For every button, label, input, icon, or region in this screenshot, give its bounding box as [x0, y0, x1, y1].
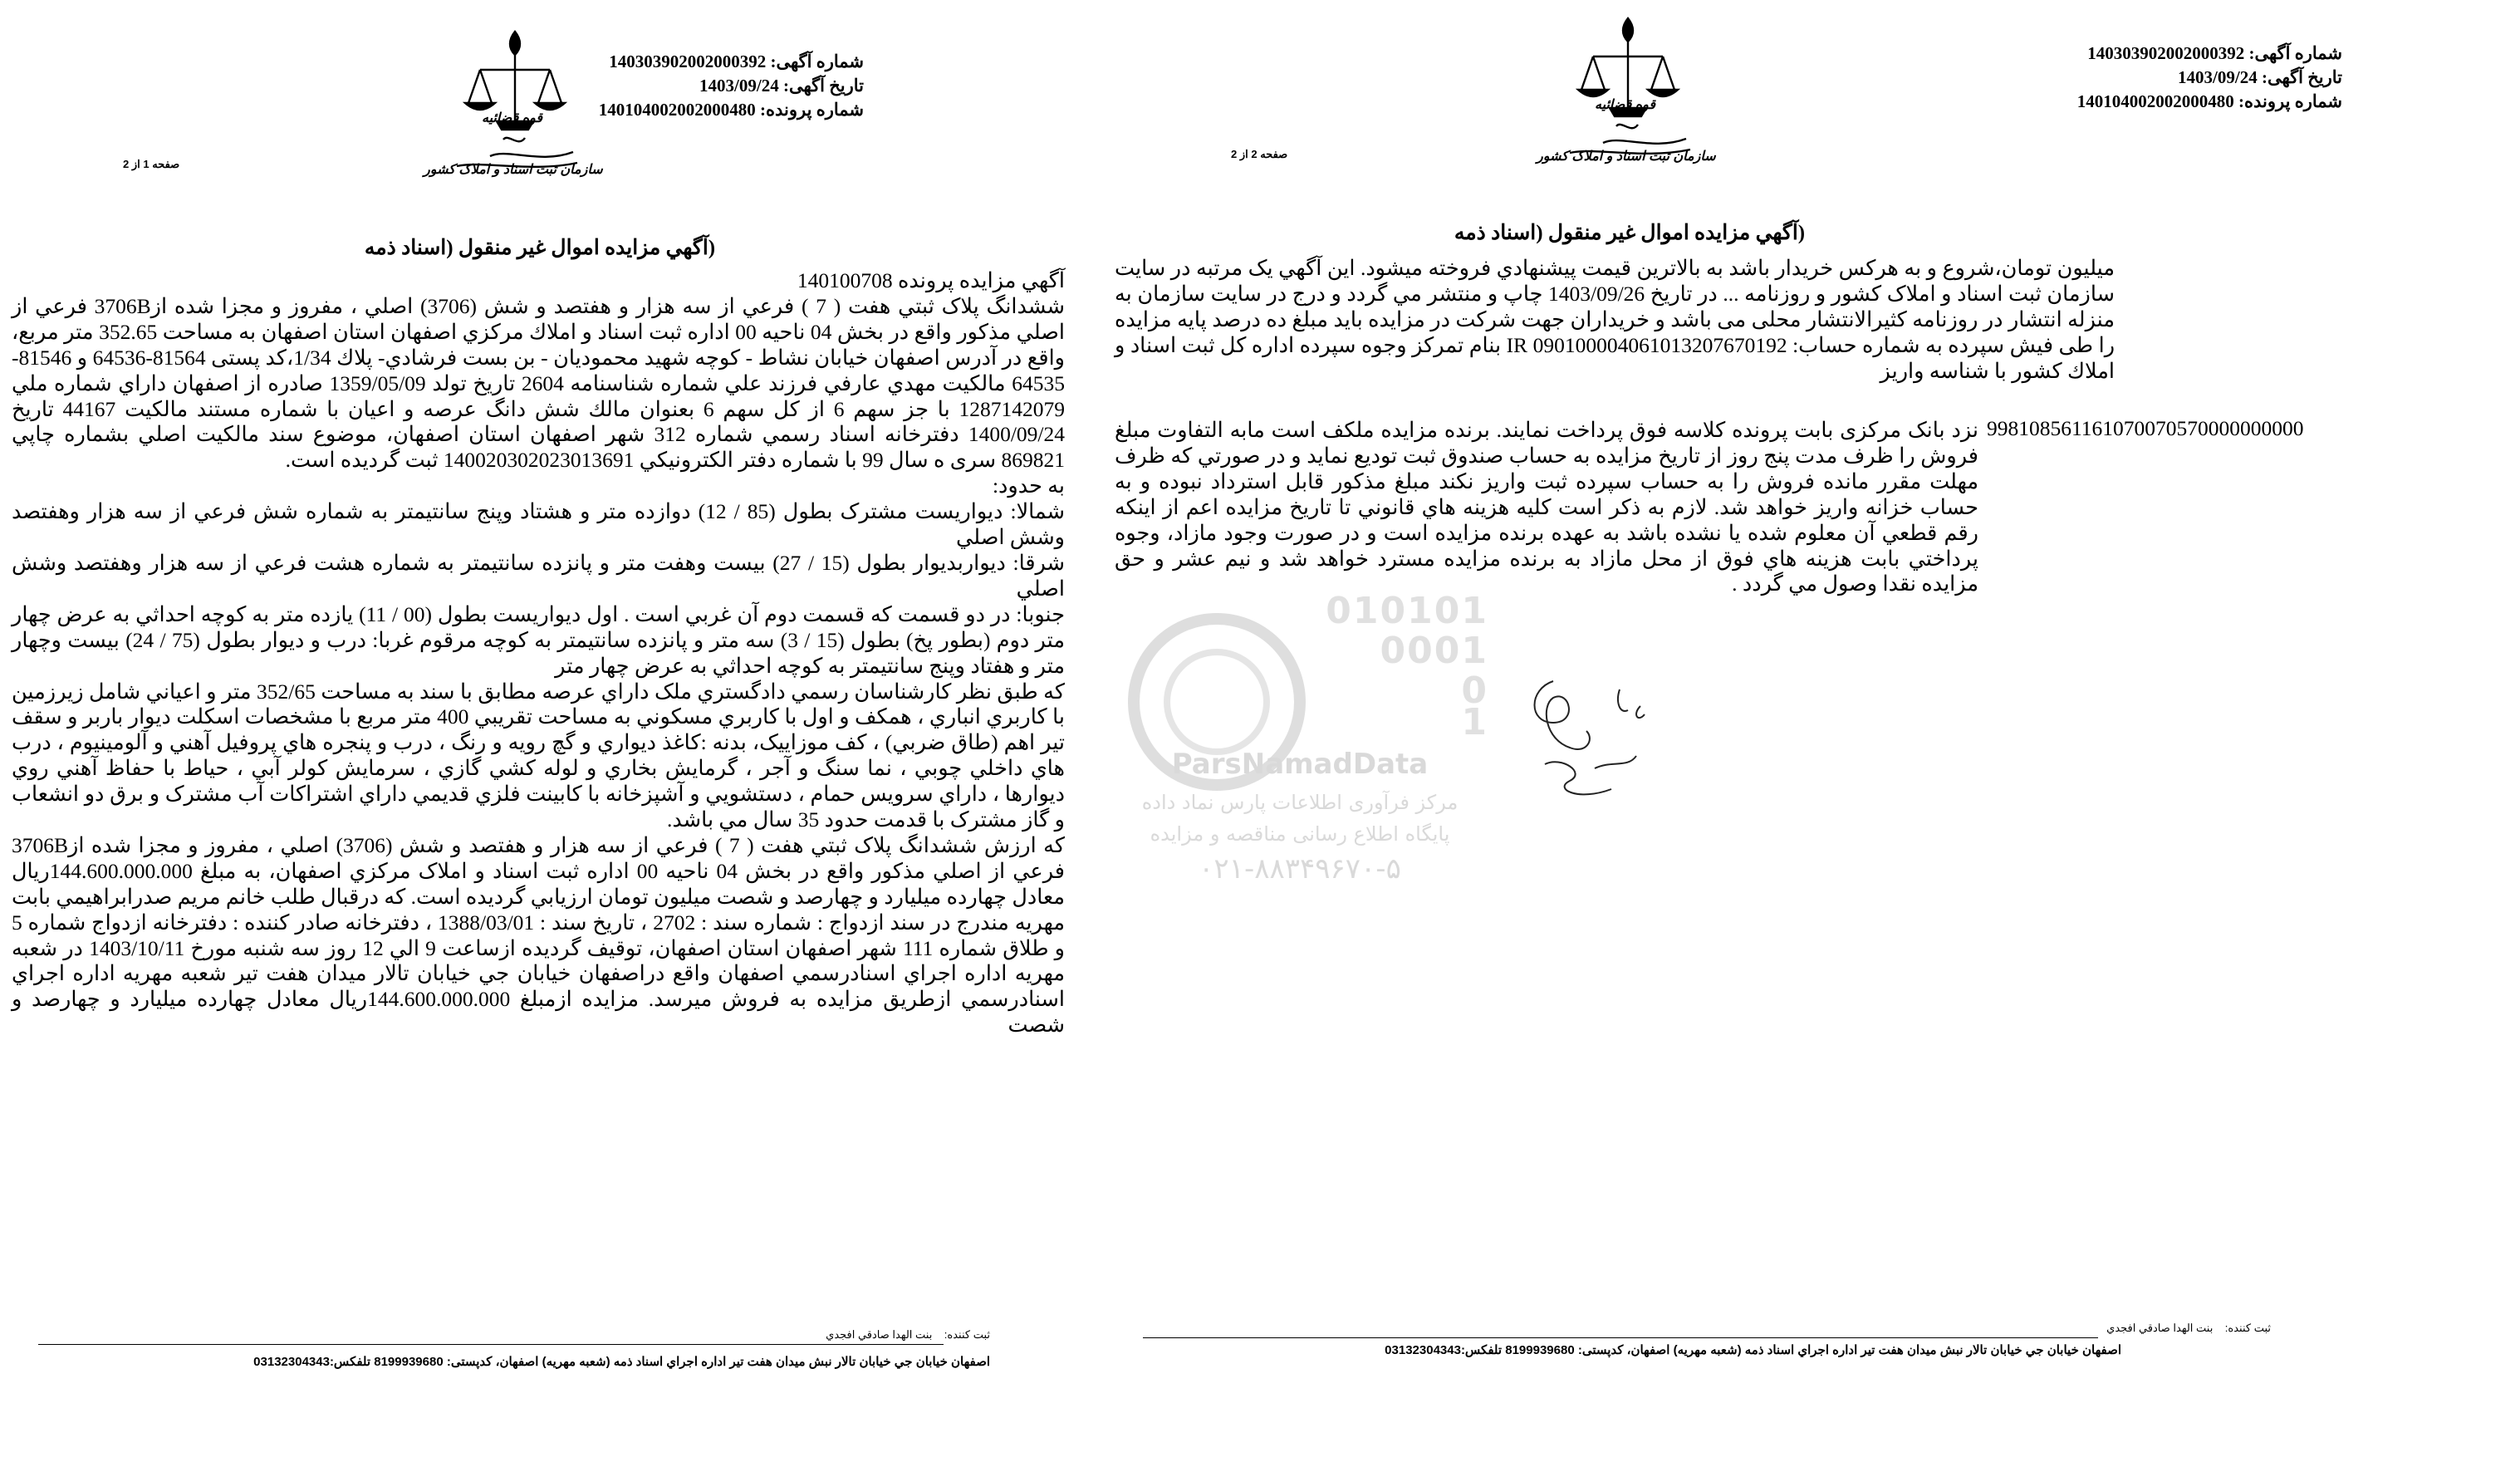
- watermark-phone: ۰۲۱-۸۸۳۴۹۶۷۰-۵: [1199, 852, 1401, 885]
- paragraph: آگهي مزايده پرونده 140100708: [797, 268, 1065, 292]
- notice-date-label: تاریخ آگهی:: [782, 76, 864, 96]
- notice-number-label: شماره آگهی:: [2248, 43, 2342, 63]
- registrar-name: بنت الهدا صادقي افجدي: [2106, 1322, 2214, 1334]
- paragraph: كه ارزش ششدانگ پلاک ثبتي هفت ( 7 ) فرعي از سه هزار و هفتصد و شش (3706) اصلي ، مفروز و مجزا شده از3706B فرعي از اصلي مذكور واقع در بخش 04 ناحيه 00 اداره ثبت اسناد و املاک مرکزي اصفهان، به مبلغ 144.600.000.000ريال معادل چهارده ميليارد و چهارصد و شصت ميليون تومان ارزيابي گرديده است. كه درقبال طلب خانم مريم صدرابراهيمي بابت مهريه مندرج در سند ازدواج : شماره سند : 2702 ، تاريخ سند : 1388/03/01 ، دفترخانه صادر كننده : دفترخانه ازدواج شماره 5 و طلاق شماره 111 شهر اصفهان استان اصفهان، توقيف گرديده ازساعت 9 الي 12 روز سه شنبه مورخ 1403/10/11 در شعبه مهريه اداره اجراي اسنادرسمي اصفهان واقع دراصفهان خيابان جي خيابان تالار ميدان هفت تير شعبه مهريه اداره اجراي اسنادرسمي ازطريق مزايده به فروش ميرسد. مزايده ازمبلغ 144.600.000.000ريال معادل چهارده ميليارد و چهارصد و شصت: [12, 832, 1065, 1038]
- deposit-id: 998108561161070070570000000000: [1987, 416, 2304, 440]
- notice-body: [12, 268, 1065, 1038]
- page-number: صفحه 1 از 2: [123, 158, 180, 170]
- watermark-line: پایگاه اطلاع رسانی مناقصه و مزایده: [1150, 822, 1450, 846]
- paragraph: كه طبق نظر كارشناسان رسمي دادگستري ملک داراي عرصه مطابق با سند به مساحت 352/65 متر و اعياني شامل زيرزمين با كاربري انباري ، همكف و اول با كاربري مسكوني به مساحت تقريبي 400 متر مربع با مشخصات اسكلت ديوار باربر و سقف تير اهم (طاق ضربي) ، كف موزاييک، بدنه :كاغذ ديواري و گچ رويه و رنگ ، درب و پنجره هاي پروفيل آهني و آلومينيوم ، درب هاي داخلي چوبي ، نما سنگ و آجر ، گرمايش بخاري و لوله كشي گازي ، سرمايش كولر آبي ، حياط با حفاظ آهني روي ديوارها ، داراي سرويس حمام ، دستشويي و آشپزخانه با كابينت فلزي قديمي داراي اشتراكات آب مشترک و برق دو انشعاب و گاز مشترک با قدمت حدود 35 سال مي باشد.: [12, 679, 1065, 832]
- notice-body: [1115, 256, 2115, 385]
- org-name: سازمان ثبت اسناد و املاک کشور: [1537, 150, 1716, 164]
- notice-date: 1403/09/24: [699, 76, 779, 96]
- notice-number: 140303902002000392: [2087, 43, 2245, 63]
- judiciary-emblem-icon: [1545, 10, 1711, 168]
- notice-title: (آگهي مزايده اموال غير منقول (اسناد ذمه: [364, 237, 716, 259]
- notice-number-label: شماره آگهی:: [770, 52, 864, 71]
- paragraph: ششدانگ پلاک ثبتي هفت ( 7 ) فرعي از سه هزار و هفتصد و شش (3706) اصلي ، مفروز و مجزا شده از3706B فرعي از اصلي مذكور واقع در بخش 04 ناحيه 00 اداره ثبت اسناد و املاك مركزي اصفهان استان اصفهان به مساحت 352.65 متر مربع، واقع در آدرس اصفهان خيابان نشاط - کوچه شهيد محمودیان - بن بست فرشادي- پلاك 1/34،کد پستی 81564-64536 و 81546-64535 مالكيت مهدي عارفي فرزند علي شماره شناسنامه 2604 تاريخ تولد 1359/05/09 صادره از اصفهان داراي شماره ملي 1287142079 با جز سهم 6 از كل سهم 6 بعنوان مالك شش دانگ عرصه و اعيان با شماره مستند مالكيت 44167 تاريخ 1400/09/24 دفترخانه اسناد رسمي شماره 312 شهر اصفهان استان اصفهان، موضوع سند مالكيت اصلي بشماره چاپي 869821 سری ه سال 99 با شماره دفتر الكترونيكي 140020302023013691 ثبت گرديده است.: [12, 293, 1066, 473]
- paragraph: شمالا: ديواريست مشترک بطول (85 / 12) دوازده متر و هشتاد وپنج سانتيمتر به شماره شش فرعي از سه هزار وهفتصد وشش اصلي: [12, 499, 1065, 550]
- notice-body-continued: [1115, 418, 1978, 597]
- office-address: اصفهان خيابان جي خيابان تالار نبش ميدان هفت تير اداره اجراي اسناد ذمه (شعبه مهريه) اصفهان، کدپستی: 8199939680 تلفکس:03132304343: [1385, 1343, 2121, 1357]
- paragraph: به حدود:: [992, 473, 1065, 498]
- judiciary-emblem-icon: [432, 23, 598, 181]
- office-address: اصفهان خيابان جي خيابان تالار نبش ميدان هفت تير اداره اجراي اسناد ذمه (شعبه مهريه) اصفهان، کدپستی: 8199939680 تلفکس:03132304343: [253, 1355, 990, 1369]
- watermark-line: مرکز فرآوری اطلاعات پارس نماد داده: [1141, 791, 1459, 814]
- registrar-label: ثبت کننده:: [2224, 1322, 2271, 1334]
- file-number-label: شماره پرونده:: [2238, 91, 2342, 111]
- registrar: [2106, 1322, 2271, 1335]
- watermark-code: 0: [1461, 670, 1488, 712]
- registrar-label: ثبت کننده:: [944, 1328, 990, 1341]
- notice-page-1: [0, 0, 1080, 1457]
- notice-meta: [599, 50, 864, 122]
- footer-divider: [1143, 1337, 2098, 1338]
- notice-number: 140303902002000392: [609, 52, 767, 71]
- paragraph: جنوبا: در دو قسمت كه قسمت دوم آن غربي است . اول ديواريست بطول (00 / 11) يازده متر به كوچه احداثي به عرض چهار متر دوم (بطور پخ) بطول (15 / 3) سه متر و پانزده سانتيمتر به كوچه مرقوم غربا: درب و ديوار بطول (75 / 24) بيست وچهار متر و هفتاد وپنج سانتيمتر به كوچه احداثي به عرض چهار متر: [12, 601, 1066, 678]
- paragraph: شرقا: ديواربديوار بطول (15 / 27) بيست وهفت متر و پانزده سانتيمتر به شماره هشت فرعي از سه هزار وهفتصد وشش اصلي: [12, 550, 1065, 601]
- watermark-code: 0001: [1380, 630, 1488, 672]
- file-number: 140104002002000480: [2076, 91, 2234, 111]
- paragraph: ميليون تومان،شروع و به هركس خريدار باشد به بالاترين قيمت پيشنهادي فروخته ميشود. اين آگهي يک مرتبه در سايت سازمان ثبت اسناد و املاک کشور و روزنامه ... در تاريخ 1403/09/26 چاپ و منتشر مي گردد و درج در سايت سازمان به منزله انتشار در روزنامه كثيرالانتشار محلی می باشد و خریداران جهت شرکت در مزایده باید مبلغ ده درصد پايه مزايده را طی فیش سپرده به شماره حساب: IR 090100004061013207670192 بنام تمركز وجوه سپرده اداره كل ثبت اسناد و املاك كشور با شناسه واريز: [1115, 256, 2116, 383]
- registrar-name: بنت الهدا صادقي افجدي: [826, 1328, 933, 1341]
- judiciary-label: قوه قضائیه: [482, 111, 542, 125]
- official-signature: [1495, 665, 1661, 814]
- footer-divider: [38, 1344, 944, 1345]
- org-name: سازمان ثبت اسناد و املاک کشور: [424, 163, 603, 177]
- watermark-code: 010101: [1326, 590, 1488, 632]
- judiciary-label: قوه قضائیه: [1595, 98, 1655, 112]
- paragraph: نزد بانک مرکزی بابت پرونده کلاسه فوق پرداخت نمایند. برنده مزايده ملكف است مابه التفاوت مبلغ فروش را ظرف مدت پنج روز از تاريخ مزايده به حساب صندوق ثبت توديع نمايد و در صورتي كه ظرف مهلت مقرر مانده فروش را به حساب سپرده ثبت واريز نكند مبلغ مذكور قابل استرداد نبوده و به حساب خزانه واريز خواهد شد. لازم به ذكر است كليه هزينه هاي قانوني تا تاريخ مزايده اعم از اينكه رقم قطعي آن معلوم شده يا نشده باشد به عهده برنده مزايده است و در صورت وجود مازاد، وجوه پرداختي بابت هزينه هاي فوق از محل مازاد به برنده مزايده مسترد خواهد شد و نيم عشر و حق مزايده نقدا وصول مي گردد .: [1115, 418, 1978, 596]
- watermark-code: 1: [1461, 701, 1488, 743]
- notice-date-label: تاریخ آگهی:: [2261, 67, 2342, 87]
- notice-meta: [2077, 42, 2342, 114]
- file-number-label: شماره پرونده:: [760, 100, 864, 120]
- registrar: [826, 1328, 990, 1342]
- watermark-brand: ParsNamadData: [1171, 748, 1429, 781]
- notice-title: (آگهي مزايده اموال غير منقول (اسناد ذمه: [1454, 222, 1806, 244]
- page-number: صفحه 2 از 2: [1231, 148, 1288, 160]
- parsnamad-watermark: [1105, 581, 1495, 897]
- file-number: 140104002002000480: [598, 100, 756, 120]
- notice-date: 1403/09/24: [2178, 67, 2258, 87]
